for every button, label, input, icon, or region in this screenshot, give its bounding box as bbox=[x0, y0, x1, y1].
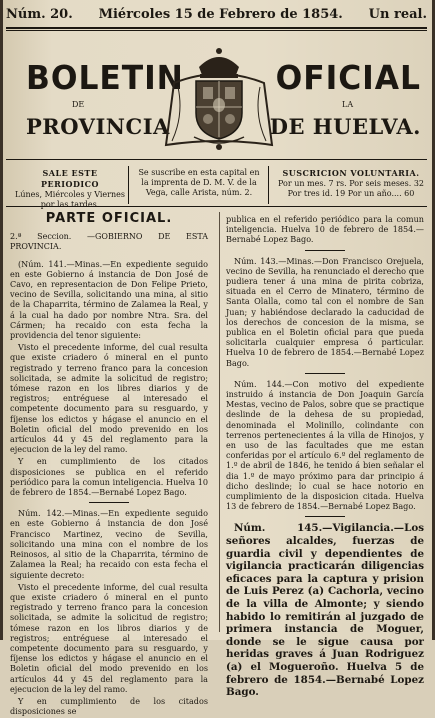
info-divider-2 bbox=[268, 166, 269, 204]
page-edge-left bbox=[0, 0, 3, 640]
issue-number: Núm. 20. bbox=[6, 6, 73, 22]
notice-separator bbox=[89, 502, 129, 503]
notice-separator bbox=[305, 250, 345, 251]
section-title: PARTE OFICIAL. bbox=[45, 211, 173, 226]
notice-142-p1: Núm. 142.—Minas.—En expediente seguido en este Gobierno á instancia de don José Francisco Martinez, vecino de Sevilla, solicitando una mina con el nombre de los Reinosos, al sitio de la Chaparrita, término de Zalamea la Real; ha recaido con esta fecha el siguiente decreto: bbox=[10, 508, 208, 580]
info-divider-1 bbox=[128, 166, 129, 204]
issue-header bbox=[6, 3, 427, 25]
info-rates-line1: Por un mes. 7 rs. Por seis meses. 32 bbox=[277, 179, 425, 188]
masthead-sub-right: DE HUELVA. bbox=[269, 114, 421, 139]
notice-141-p2: Visto el precedente informe, del cual resulta que existe criadero ó mineral en el punto registrado y terreno franco para la concesion solicitada, se admite la solicitud de registro; tómese razon en los libres diarios y de registros; entréguese al interesado el competente documento para su resguardo, y fíjense los edictos y hágase el anuncio en el Boletin oficial del modo prevenido en los artículos 44 y 45 del reglamento para la ejecucion de la ley del ramo. bbox=[10, 342, 208, 455]
info-subscription-place-text: Se suscribe en esta capital en la imprenta de D. M. V. de la Vega, calle Arista, núm. 2. bbox=[138, 168, 260, 197]
notice-142-p3: Y en cumplimiento de los citados disposiciones se bbox=[10, 695, 208, 717]
masthead-sub-left: PROVINCIA bbox=[26, 114, 170, 139]
issue-price: Un real. bbox=[368, 6, 427, 22]
column-divider bbox=[219, 212, 220, 632]
notice-141-p3: Y en cumplimiento de los citados disposiciones se publica en el referido periódico para la comun inteligencia. Huelva 10 de febrero de 1854.—Bernabé Lopez Bago. bbox=[10, 456, 208, 498]
info-periodicity-text: Lúnes, Miércoles y Viernes por las tardes. bbox=[15, 190, 125, 209]
info-rates-title: SUSCRICION VOLUNTARIA. bbox=[282, 168, 420, 178]
notice-142-p2: Visto el precedente informe, del cual resulta que existe criadero ó mineral en el punto registrado y terreno franco para la concesion solicitada, se admite la solicitud de registro; tómese razon en los libros diarios y de registros; entréguese al interesado el competente documento para su resguardo, y fíjense los edictos y hágase el anuncio en el Boletin oficial del modo prevenido en los artículos 44 y 45 del reglamento para la ejecucion de la ley del ramo. bbox=[10, 581, 208, 694]
notice-144: Núm. 144.—Con motivo del expediente instruido á instancia de Don Joaquin García Mestas, vecino de Palos, sobre que se practique deslinde de la dehesa de su propiedad, denominada el Molinillo, colindante con terrenos pertenecientes á la villa de Hinojos, y en uso de las facultades que me estan conferidas por el artículo 6.º del reglamento de 1.º de abril de 1846, he tenido á bien señalar el dia 1.º de mayo próximo para dar principio á dicho deslinde; lo cual se hace notorio en cumplimiento de la disposicion citada. Huelva 13 de febrero de 1854.—Bernabé Lopez Bago. bbox=[226, 378, 424, 512]
masthead-de: DE bbox=[72, 100, 85, 109]
masthead-title-left: BOLETIN bbox=[26, 58, 184, 97]
header-rule bbox=[6, 27, 427, 29]
notice-145-block bbox=[226, 522, 424, 698]
info-subscription-place bbox=[134, 168, 264, 202]
notice-separator bbox=[305, 516, 345, 517]
notice-141-p1: (Núm. 141.—Minas.—En expediente seguido en este Gobierno á instancia de Don José de Cavo, en representacion de Don Felipe Prieto, vecino de Sevilla, solicitando una mina, al sitio de la Chaparrita, término de Zalamea la Real, y á la cual ha dado por nombre Ntra. Sra. del Cármen; ha recaido con esta fecha la providencia del tenor siguiente: bbox=[10, 258, 208, 341]
masthead-title-right: OFICIAL bbox=[275, 58, 421, 97]
notice-142-continued: publica en el referido periódico para la comun inteligencia. Huelva 10 de febrero de 1854.—Bernabé Lopez Bago. bbox=[226, 214, 424, 245]
notice-143: Núm. 143.—Minas.—Don Francisco Orejuela, vecino de Sevilla, ha renunciado el derecho que pudiera tener á una mina de pirita cobriza, situada en el Cerro de Minatero, término de Santa Olalla, como tal con el nombre de San Juan; y habiéndose declarado la caducidad de los derechos de concesion de la misma, se publica en el Boletin oficial para que pueda solicitarla cualquier empresa ó particular. Huelva 10 de febrero de 1854.—Bernabé Lopez Bago. bbox=[226, 255, 424, 368]
info-subscription-rates bbox=[272, 168, 430, 202]
royal-coat-of-arms-icon bbox=[154, 45, 284, 153]
header-rule-thin bbox=[6, 30, 427, 31]
info-rates-line2: Por tres id. 19 Por un año.... 60 bbox=[287, 189, 415, 198]
issue-date: Miércoles 15 de Febrero de 1854. bbox=[98, 6, 343, 22]
info-rule-top bbox=[6, 159, 427, 160]
notice-separator bbox=[305, 373, 345, 374]
right-column bbox=[226, 214, 424, 699]
notice-145: Núm. 145.—Vigilancia.—Los señores alcaldes, fuerzas de guardia civil y dependientes de vigilancia practicarán diligencias eficaces para la captura y prision de Luis Perez (a) Cachorla, vecino de la villa de Almonte; y siendo habido lo remitirán al juzgado de primera instancia de Moguer, donde se le sigue causa por heridas graves á Juan Rodriguez (a) el Mogueroño. Huelva 5 de febrero de 1854.—Bernabé Lopez Bago. bbox=[226, 522, 424, 699]
info-periodicity-title: SALE ESTE PERIODICO bbox=[41, 168, 99, 189]
info-periodicity bbox=[14, 168, 126, 209]
masthead-la: LA bbox=[342, 100, 354, 109]
government-heading: 2.ª Seccion. —GOBIERNO DE ESTA PROVINCIA. bbox=[10, 232, 208, 252]
left-column bbox=[10, 211, 208, 718]
